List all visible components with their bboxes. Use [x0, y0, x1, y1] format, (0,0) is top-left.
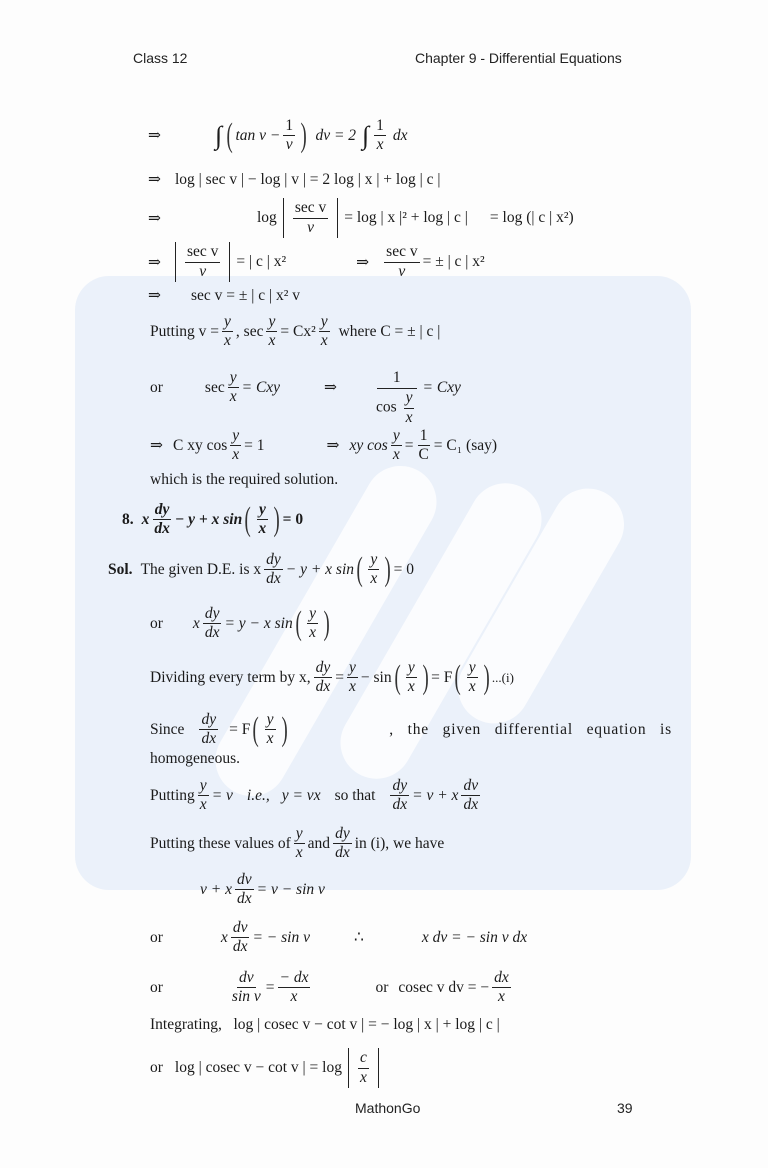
denominator: x [199, 796, 207, 814]
fraction [283, 118, 295, 154]
numerator: 1 [418, 428, 430, 446]
denominator: v [285, 136, 293, 154]
eq-line-8 [150, 428, 497, 464]
numerator: c [358, 1050, 369, 1068]
paren-right: ) [273, 500, 281, 538]
fraction [278, 970, 311, 1006]
denominator: x [405, 408, 413, 426]
term: sec [204, 378, 225, 396]
header-chapter: Chapter 9 - Differential Equations [415, 50, 622, 66]
fraction [198, 778, 209, 814]
term: x [141, 510, 150, 528]
numerator: y [368, 552, 379, 570]
page-number: 39 [617, 1100, 633, 1116]
fraction [266, 314, 277, 350]
implies-symbol: ⇒ [148, 171, 161, 188]
numerator: y [222, 314, 233, 332]
denominator: x [468, 678, 476, 696]
eq-line-1 [148, 118, 408, 154]
implies-symbol: ⇒ [148, 127, 161, 145]
term: = F [431, 668, 453, 686]
denominator: x [229, 388, 237, 406]
term: = | c | x² [236, 253, 287, 270]
solution-line-3 [150, 660, 514, 696]
denominator: x [359, 1068, 367, 1086]
or-word: or [150, 978, 163, 996]
fraction [406, 660, 417, 696]
implies-symbol: ⇒ [148, 253, 161, 271]
implies-symbol: ⇒ [356, 253, 370, 271]
term: = [265, 978, 275, 996]
term: cos [376, 398, 397, 416]
term: Putting [150, 786, 195, 804]
denominator: dx [315, 678, 331, 696]
term: x dv = − sin v dx [421, 928, 528, 946]
term: = v + x [412, 786, 459, 804]
solution-line-7 [200, 872, 325, 908]
fraction [293, 200, 328, 236]
numerator: y [406, 660, 417, 678]
term: = F [229, 720, 251, 738]
term: = v − sin v [256, 880, 325, 898]
implies-symbol: ⇒ [326, 437, 340, 455]
solution-line-4 [150, 712, 672, 748]
fraction [230, 428, 241, 464]
denominator: x [320, 332, 328, 350]
fraction [319, 314, 330, 350]
fraction [492, 970, 511, 1006]
term: = Cxy [422, 378, 461, 396]
paren-left: ( [454, 658, 462, 696]
denominator: dx [463, 796, 479, 814]
term: = Cx² [280, 322, 316, 340]
eq-line-2 [148, 170, 440, 189]
term: Putting these values of [150, 834, 291, 852]
paren-right: ) [483, 658, 490, 696]
term: so that [334, 786, 376, 804]
term: = 1 [244, 436, 265, 454]
denominator: x [258, 520, 267, 538]
term: in (i), we have [354, 834, 445, 852]
denominator: dx [392, 796, 408, 814]
denominator: x [295, 844, 303, 862]
term: y = vx [281, 786, 321, 804]
solution-label: Sol. [108, 560, 133, 578]
numerator: y [228, 370, 239, 388]
numerator: dv [231, 920, 250, 938]
paren-right: ) [281, 710, 288, 748]
fraction [391, 428, 402, 464]
integral-sign: ∫ [215, 120, 223, 150]
term: = [404, 436, 414, 454]
solution-line-10 [150, 1016, 500, 1034]
numerator: dv [237, 970, 256, 988]
denominator: x [232, 446, 240, 464]
therefore-symbol: ∴ [353, 929, 364, 947]
fraction [230, 970, 263, 1006]
numerator: y [198, 778, 209, 796]
term: tan v − [235, 126, 281, 144]
solution-line-4b [150, 750, 240, 768]
paren-left: ( [356, 550, 363, 588]
equation-text: sec v = ± | c | x² v [191, 286, 301, 304]
term: log | cosec v − cot v | = log [174, 1059, 342, 1076]
solution-line-11 [150, 1048, 385, 1088]
numerator: sec v [185, 244, 220, 262]
paren-left: ( [394, 658, 401, 696]
numerator: dy [264, 552, 283, 570]
term: The given D.E. is x [140, 560, 262, 578]
fraction [228, 370, 239, 406]
fraction [199, 712, 218, 748]
term: = Cxy [241, 378, 281, 396]
denominator: v [199, 262, 207, 280]
numerator: 1 [283, 118, 295, 136]
fraction [461, 778, 480, 814]
denominator: dx [154, 520, 170, 538]
header-class: Class 12 [133, 50, 188, 66]
numerator: dy [199, 712, 218, 730]
term: x [220, 928, 228, 946]
denominator: x [392, 446, 400, 464]
denominator: x [370, 570, 378, 588]
term: where C = ± | c | [338, 322, 441, 340]
fraction [374, 118, 386, 154]
fraction [231, 920, 250, 956]
solution-line-1 [108, 552, 414, 588]
denominator: x [309, 624, 316, 642]
equation-text: Integrating, log | cosec v − cot v | = − log | x | + log | c | [150, 1016, 500, 1033]
denominator: x [266, 730, 274, 748]
term: Dividing every term by x, [150, 668, 311, 686]
fraction [203, 606, 222, 642]
eq-line-6 [150, 314, 440, 350]
numerator: y [467, 660, 478, 678]
term: − y + x sin [285, 560, 355, 578]
denominator: v [307, 218, 314, 236]
term: cosec v dv = − [398, 978, 490, 996]
paren-right: ) [323, 604, 330, 642]
numerator: y [404, 390, 415, 408]
term: = − sin v [252, 928, 310, 946]
question-number: 8. [122, 510, 134, 528]
denominator: dx [266, 570, 281, 588]
eq-line-9 [150, 471, 338, 489]
denominator: C [418, 446, 429, 464]
fraction [467, 660, 478, 696]
denominator: x [407, 678, 415, 696]
eq-line-4 [148, 242, 485, 282]
term: Putting v = [150, 322, 220, 340]
numerator: y [391, 428, 402, 446]
denominator: x [348, 678, 356, 696]
denominator: x [290, 988, 298, 1006]
denominator: dx [236, 890, 252, 908]
term: = ± | c | x² [422, 253, 485, 270]
numerator: sec v [384, 244, 419, 262]
fraction [368, 552, 379, 588]
fraction [333, 826, 352, 862]
paren-left: ( [244, 500, 251, 538]
integral-sign: ∫ [362, 120, 370, 150]
term: = [335, 668, 344, 686]
term: = y − x sin [224, 614, 293, 632]
fraction [314, 660, 333, 696]
conclusion-text: which is the required solution. [150, 471, 339, 488]
paren-left: ( [295, 604, 302, 642]
numerator: 1 [377, 370, 417, 389]
term: xy cos [349, 436, 388, 454]
fraction [257, 502, 269, 538]
term: i.e., [246, 786, 270, 804]
paren-left: ( [226, 116, 233, 154]
fraction [152, 502, 172, 538]
numerator: sec v [293, 200, 328, 218]
paren-right: ) [300, 116, 307, 154]
fraction [404, 390, 415, 426]
term: = v [211, 786, 233, 804]
solution-line-6 [150, 826, 444, 862]
term: , sec [235, 322, 264, 340]
term: − sin [360, 668, 392, 686]
denominator: x [224, 332, 231, 350]
term: = log (| c | x²) [489, 209, 574, 226]
denominator: dx [204, 624, 220, 642]
footer-brand: MathonGo [355, 1100, 421, 1116]
fraction [235, 872, 254, 908]
implies-symbol: ⇒ [324, 379, 338, 397]
eq-line-7 [150, 360, 461, 426]
paren-right: ) [422, 658, 429, 696]
numerator: dy [153, 502, 172, 520]
or-word: or [150, 1059, 163, 1076]
question-8 [122, 502, 303, 538]
or-word: or [375, 978, 389, 996]
fraction [294, 826, 305, 862]
denominator: x [268, 332, 276, 350]
or-word: or [150, 378, 163, 396]
paren-left: ( [252, 710, 260, 748]
numerator: y [347, 660, 358, 678]
term: dv = 2 [315, 126, 357, 144]
numerator: y [266, 314, 277, 332]
numerator: dy [203, 606, 222, 624]
numerator: y [257, 502, 268, 520]
numerator: y [319, 314, 330, 332]
denominator: dx [201, 730, 217, 748]
term: , the given differential equation is [389, 720, 672, 738]
fraction [374, 370, 419, 426]
implies-symbol: ⇒ [150, 437, 163, 455]
fraction [358, 1050, 369, 1086]
fraction [307, 606, 318, 642]
term: and [307, 834, 331, 852]
term: = log | x |² + log | c | [344, 209, 468, 226]
term: v + x [200, 880, 232, 898]
term: homogeneous. [150, 750, 240, 767]
equation-ref: ...(i) [491, 669, 514, 685]
fraction [416, 428, 430, 464]
equation-text: log | sec v | − log | v | = 2 log | x | + log | c | [175, 170, 441, 188]
denominator: x [497, 988, 505, 1006]
term: = C₁ (say) [433, 436, 498, 454]
term: − y + x sin [174, 510, 243, 528]
term: = 0 [282, 510, 304, 528]
solution-line-2 [150, 606, 332, 642]
denominator [374, 389, 419, 426]
numerator: y [294, 826, 305, 844]
term: = 0 [393, 560, 414, 578]
eq-line-5 [148, 286, 300, 305]
numerator: − dx [278, 970, 311, 988]
term: dx [392, 126, 408, 144]
denominator: dx [335, 844, 350, 862]
fraction [222, 314, 233, 350]
solution-line-9 [150, 970, 514, 1006]
fraction [264, 552, 283, 588]
numerator: y [307, 606, 318, 624]
term: x [192, 614, 200, 632]
denominator: x [376, 136, 384, 154]
numerator: dy [333, 826, 352, 844]
implies-symbol: ⇒ [148, 287, 161, 304]
fraction [347, 660, 358, 696]
fraction [390, 778, 409, 814]
numerator: dv [235, 872, 254, 890]
implies-symbol: ⇒ [148, 209, 161, 227]
numerator: dv [461, 778, 480, 796]
paren-right: ) [384, 550, 392, 588]
numerator: y [265, 712, 276, 730]
solution-line-5 [150, 778, 483, 814]
denominator: dx [232, 938, 248, 956]
denominator: v [398, 262, 406, 280]
or-word: or [150, 928, 163, 946]
term: C xy cos [173, 436, 228, 454]
or-word: or [150, 614, 163, 632]
denominator: sin v [231, 988, 261, 1006]
numerator: dx [492, 970, 511, 988]
numerator: y [230, 428, 241, 446]
numerator: dy [390, 778, 409, 796]
numerator: 1 [374, 118, 386, 136]
fraction [265, 712, 276, 748]
fraction [384, 244, 419, 280]
eq-line-3 [148, 198, 574, 238]
numerator: dy [314, 660, 333, 678]
term: Since [150, 720, 185, 738]
term: log [257, 209, 277, 226]
solution-line-8 [150, 920, 527, 956]
fraction [185, 244, 220, 280]
